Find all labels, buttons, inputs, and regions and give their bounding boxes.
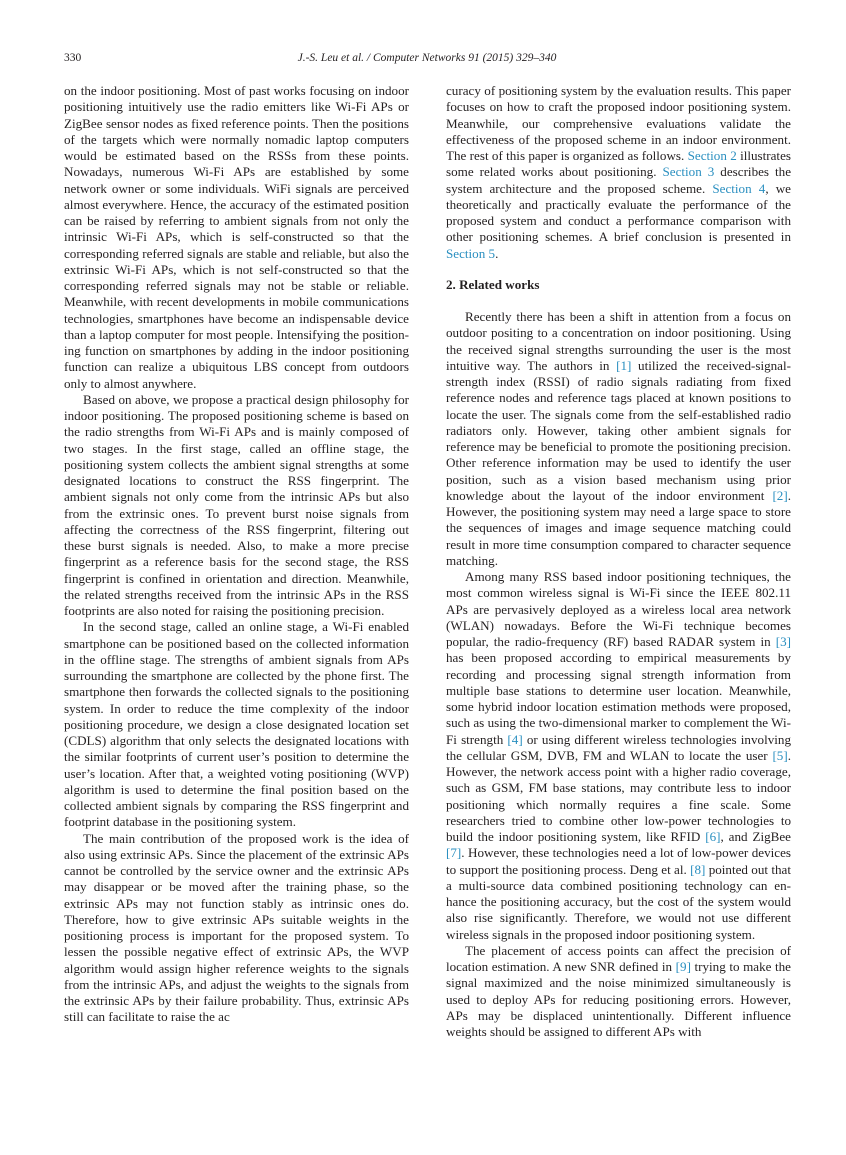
citation-link[interactable]: [4] [507, 731, 523, 747]
citation-link[interactable]: [6] [705, 829, 721, 844]
citation-link[interactable]: [1] [616, 357, 632, 373]
paragraph: curacy of positioning system by the evaluation results. This paper focuses on how to craft the proposed indoor positioning system. Meanwhile, our comprehensive evaluations validate the effectiveness of the proposed scheme in an indoor environment. The rest of this paper is organized as follows. Section 2 illustrates some related works about positioning. Section 3 describes the system architecture and the proposed scheme. Section 4, we theoretically and practically evaluate the performance of the proposed system and conduct a performance comparison with other positioning schemes. A brief conclusion is presented in Section 5. [446, 83, 791, 261]
citation-link[interactable]: [2] [772, 487, 788, 503]
paragraph: In the second stage, called an online stage, a Wi-Fi enabled smartphone can be positioned based on the collected information in the offline stage. The strengths of ambient signals from APs surrounding the smartphone are collected by the phone first. The smartphone then forwards the collected signals to the positioning system. In order to reduce the time complexity of the indoor positioning procedure, we design a close designated location set (CDLS) algorithm that only selects the designated locations with the similar footprints of current user’s position to determine the user’s location. After that, a weighted voting positioning (WVP) algorithm is used to determine the final position based on the collected ambient signals by comparing the RSS fingerprint and footprint database in the positioning system. [64, 619, 409, 830]
running-head: J.-S. Leu et al. / Computer Networks 91 (2015) 329–340 [297, 52, 557, 64]
section-link[interactable]: Section 5 [446, 245, 496, 261]
paragraph: The placement of access points can affect the precision of location estimation. A new SNR defined in [9] trying to make the signal maximized and the noise minimized simultaneously is used to deploy APs for reducing positioning errors. However, APs may be displaced unintentionally. Different influence weights should be assigned to different APs with [446, 942, 791, 1039]
section-heading: 2. Related works [446, 276, 540, 292]
paragraph: on the indoor positioning. Most of past works focusing on indoor positioning intuitively use the radio emitters like Wi-Fi APs or ZigBee sensor nodes as fixed reference points. Then the positions of the targets which were normally nomadic laptop computers would be estimated based on the RSSs from these points. Nowadays, numerous Wi-Fi APs are established by some network owner or some individuals. WiFi signals are perceived almost everywhere. Hence, the accuracy of the estimated position can be raised by referring to ambient signals from not only the intrinsic Wi-Fi APs, which is self-constructed so that the corresponding referred signals are stable and reliable, but also the extrinsic Wi-Fi APs, which is not self-constructed so that the corresponding referred signals may not be stable or reliable. Meanwhile, with recent developments in mobile communications technologies, smartphones have become an indispensable device than a laptop computer for most people. Intensifying the positioning function on smartphones by adding in the indoor positioning function can realize a ubiquitous LBS concept from outdoors only to almost anywhere. [64, 83, 409, 391]
page-header [64, 52, 790, 68]
left-column [64, 83, 409, 1026]
paragraph: The main contribution of the proposed work is the idea of also using extrinsic APs. Since the placement of the extrinsic APs cannot be controlled by the service owner and the extrinsic APs may disappear or be moved after the training phase, so the extrinsic APs may not function stably as intrinsic ones do. Therefore, how to give extrinsic APs suitable weights in the positioning process is important for the proposed system. To lessen the possible negative effect of extrinsic APs, the WVP algorithm would assign higher reference weights to the signals from the intrinsic APs, and adjust the weights to the signals from the extrinsic APs by their failure probability. Thus, extrinsic APs still can facilitate to raise the ac [64, 830, 409, 1025]
citation-link[interactable]: [3] [775, 634, 791, 649]
citation-link[interactable]: [5] [772, 747, 788, 763]
paragraph: Recently there has been a shift in attention from a focus on outdoor positing to a concentration on indoor positioning. Using the received signal strengths surrounding the user is the most intuitive way. The authors in [1] utilized the received-signal-strength index (RSSI) of radio signals radiating from fixed reference nodes and reference tags placed at known positions to locate the user. The signals come from the self-established radio radiators only. However, taking other ambient signals for reference may be beneficial to promote the positioning precision. Other reference information may be used to identify the user position, such as a vision based mechanism using prior knowledge about the layout of the indoor environment [2]. However, the positioning system may need a large space to store the sequences of images and image sequence matching could result in more time consumption compared to character sequence matching. [446, 309, 791, 568]
right-column [446, 83, 791, 1040]
section-link[interactable]: Section 4 [712, 180, 766, 196]
paragraph: Among many RSS based indoor positioning techniques, the most common wireless signal is Wi-Fi since the IEEE 802.11 APs are pervasively deployed as a wireless local area network (WLAN) nowadays. Before the Wi-Fi technique becomes popular, the radio-frequency (RF) based RADAR system in [3] has been proposed according to empirical measurements by recording and processing signal strength information from multiple base stations to determine user location. Meanwhile, some hybrid indoor location estimation methods were proposed, such as using the two-dimensional marker to complement the Wi-Fi strength [4] or using different wireless technologies involving the cellular GSM, DVB, FM and WLAN to locate the user [5]. However, the network access point with a higher radio coverage, such as GSM, FM base stations, may contribute less to indoor positioning which normally requires a fine scale. Some researchers tried to combine other low-power technologies to build the indoor positioning system, like RFID [6], and ZigBee [7]. However, these technologies need a lot of low-power devices to support the positioning process. Deng et al. [8] pointed out that a multi-source data combined positioning technology can enhance the positioning accuracy, but the cost of the system would also rise significantly. Therefore, we would not use different wireless signals in the proposed indoor positioning system. [446, 569, 791, 942]
page-number: 330 [64, 52, 82, 64]
citation-link[interactable]: [7] [446, 845, 462, 861]
section-link[interactable]: Section 3 [662, 164, 715, 180]
section-link[interactable]: Section 2 [687, 148, 737, 163]
paragraph: Based on above, we propose a practical design philosophy for indoor positioning. The proposed positioning scheme is based on the radio strengths from Wi-Fi APs and is mainly composed of two stages. In the first stage, called an offline stage, the positioning system collects the ambient signal strengths at some designated locations to construct the RSS fingerprint. The ambient signals not only come from the intrinsic APs but also from the extrinsic ones. To prevent burst noise signals from affecting the correctness of the RSS fingerprint, filtering out these burst signals is needed. Also, to make a more precise fingerprint as a reference basis for the second stage, the RSS fingerprint is confined in orientation and direction. Meanwhile, the related strengths received from the intrinsic APs in the RSS footprints are also noted for raising the positioning precision. [64, 391, 409, 618]
citation-link[interactable]: [8] [690, 861, 706, 877]
citation-link[interactable]: [9] [675, 959, 691, 974]
